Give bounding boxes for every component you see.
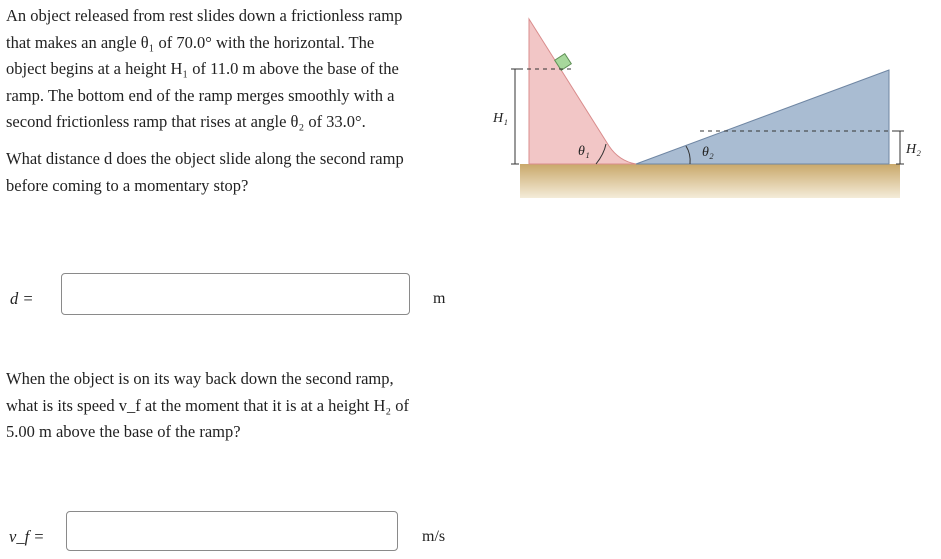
speed-unit: m/s [422, 528, 446, 545]
question-1-line-1: What distance d does the object slide along the second ramp [6, 149, 404, 168]
question-2-line-1: When the object is on its way back down the second ramp, [6, 369, 394, 388]
problem-line-1: An object released from rest slides down a frictionless ramp [6, 6, 403, 25]
question-1-prompt [6, 146, 446, 199]
problem-line-5: second frictionless ramp that rises at angle θ₂ of 33.0°. [6, 112, 366, 131]
h1-label: H₁ [493, 111, 508, 126]
distance-answer-input[interactable] [61, 273, 410, 315]
steep-ramp [529, 19, 636, 164]
problem-line-4: ramp. The bottom end of the ramp merges smoothly with a [6, 85, 395, 105]
question-1-line-2: before coming to a momentary stop? [6, 175, 249, 195]
incline-ramp [636, 70, 889, 164]
question-2-line-2: what is its speed v_f at the moment that it is at a height H₂ of [6, 395, 410, 415]
question-2-line-3: 5.00 m above the base of the ramp? [6, 422, 241, 441]
theta1-label: θ₁ [578, 144, 590, 159]
h2-label: H₂ [906, 142, 921, 157]
ramp-diagram [480, 0, 941, 210]
theta2-label: θ₂ [702, 145, 714, 160]
distance-answer-label: d = [10, 289, 34, 308]
distance-unit: m [433, 290, 446, 307]
speed-answer-label: v_f = [9, 527, 45, 546]
speed-answer-input[interactable] [66, 511, 398, 551]
problem-statement [6, 3, 446, 136]
problem-line-3: object begins at a height H₁ of 11.0 m above the base of the [6, 59, 399, 78]
ground [520, 164, 900, 198]
problem-line-2: that makes an angle θ₁ of 70.0° with the horizontal. The [6, 32, 375, 52]
question-2-prompt [6, 366, 456, 446]
